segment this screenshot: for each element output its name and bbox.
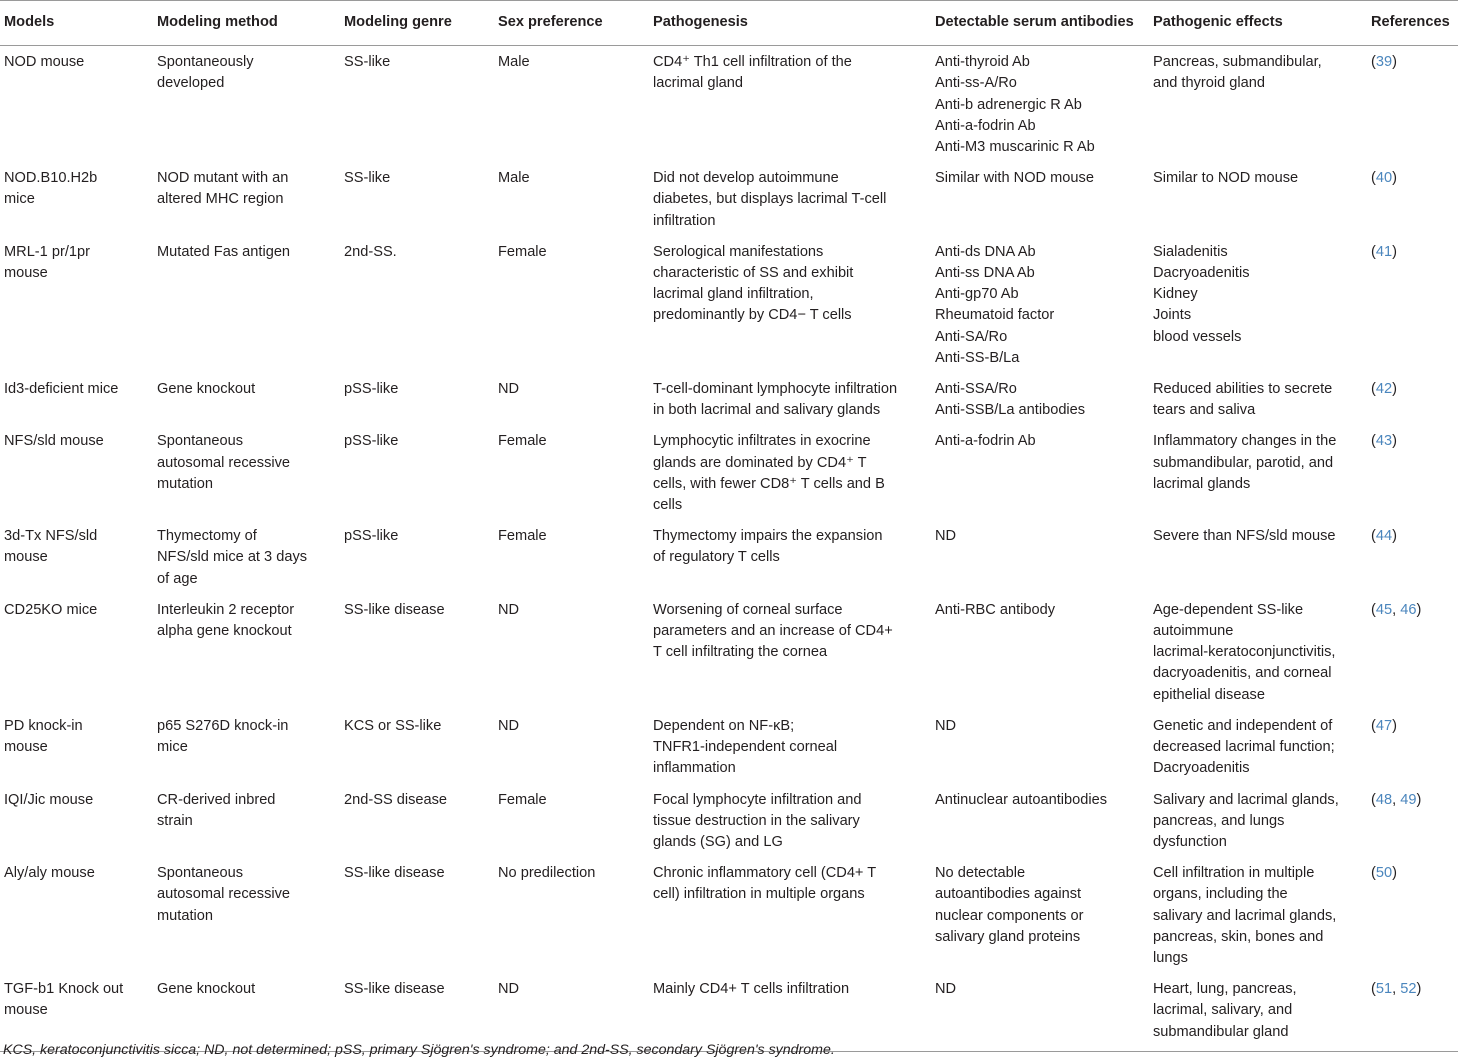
references-cell: (41) bbox=[1371, 243, 1397, 260]
cell-line: Similar to NOD mouse bbox=[1153, 170, 1299, 187]
model-cell bbox=[0, 46, 153, 163]
cell-line: lacrimal gland infiltration, bbox=[653, 286, 814, 303]
cell-line: NOD mouse bbox=[4, 54, 85, 71]
cell-line: Lymphocytic infiltrates in exocrine bbox=[653, 433, 871, 450]
cell-line: SS-like bbox=[344, 170, 391, 187]
cell-line: CR-derived inbred bbox=[157, 791, 276, 808]
modeling-genre-cell bbox=[340, 973, 494, 1051]
cell-line: glands are dominated by CD4⁺ T bbox=[653, 454, 867, 471]
modeling-genre-cell bbox=[340, 784, 494, 858]
modeling-genre-cell bbox=[340, 710, 494, 784]
cell-line: MRL-1 pr/1pr bbox=[4, 243, 90, 260]
cell-line: characteristic of SS and exhibit bbox=[653, 265, 854, 282]
cell-line: No detectable bbox=[935, 865, 1026, 882]
reference-link[interactable]: 41 bbox=[1375, 243, 1393, 260]
table-row bbox=[0, 373, 1458, 425]
cell-line: lacrimal glands bbox=[1153, 475, 1251, 492]
cell-line: mouse bbox=[4, 739, 48, 756]
cell-line: No predilection bbox=[498, 865, 596, 882]
column-header-pathogenic-effects: Pathogenic effects bbox=[1149, 1, 1367, 46]
table-row bbox=[0, 236, 1458, 373]
cell-line: Male bbox=[498, 170, 530, 187]
references-cell: (43) bbox=[1371, 433, 1397, 450]
reference-link[interactable]: 44 bbox=[1375, 528, 1393, 545]
modeling-method-cell bbox=[153, 520, 340, 594]
cell-line: decreased lacrimal function; bbox=[1153, 739, 1335, 756]
cell-line: mutation bbox=[157, 475, 213, 492]
model-cell bbox=[0, 594, 153, 710]
antibodies-cell bbox=[931, 973, 1149, 1051]
reference-link[interactable]: 48 bbox=[1375, 791, 1393, 808]
cell-line: Anti-ds DNA Ab bbox=[935, 243, 1036, 260]
cell-line: NFS/sld mouse bbox=[4, 433, 104, 450]
table-row bbox=[0, 784, 1458, 858]
cell-line: salivary and lacrimal glands, bbox=[1153, 907, 1337, 924]
cell-line: in both lacrimal and salivary glands bbox=[653, 402, 881, 419]
cell-line: ND bbox=[935, 717, 957, 734]
references-cell: (47) bbox=[1371, 717, 1397, 734]
cell-line: mutation bbox=[157, 907, 213, 924]
cell-line: TNFR1-independent corneal bbox=[653, 739, 838, 756]
cell-line: Gene knockout bbox=[157, 381, 256, 398]
antibodies-cell bbox=[931, 236, 1149, 373]
cell-line: IQI/Jic mouse bbox=[4, 791, 94, 808]
cell-line: cells bbox=[653, 497, 683, 514]
references-cell: (42) bbox=[1371, 381, 1397, 398]
modeling-method-cell bbox=[153, 784, 340, 858]
cell-line: Genetic and independent of bbox=[1153, 717, 1333, 734]
cell-line: Anti-a-fodrin Ab bbox=[935, 117, 1036, 134]
cell-line: strain bbox=[157, 812, 193, 829]
cell-line: Severe than NFS/sld mouse bbox=[1153, 528, 1336, 545]
column-header-pathogenesis: Pathogenesis bbox=[649, 1, 931, 46]
cell-line: NOD mutant with an bbox=[157, 170, 289, 187]
model-cell bbox=[0, 236, 153, 373]
cell-line: of age bbox=[157, 570, 198, 587]
cell-line: nuclear components or bbox=[935, 907, 1084, 924]
cell-line: Dependent on NF-κB; bbox=[653, 717, 795, 734]
cell-line: Salivary and lacrimal glands, bbox=[1153, 791, 1339, 808]
cell-line: T-cell-dominant lymphocyte infiltration bbox=[653, 381, 898, 398]
cell-line: altered MHC region bbox=[157, 191, 284, 208]
sex-preference-cell bbox=[494, 162, 649, 236]
pathogenesis-cell bbox=[649, 236, 931, 373]
pathogenic-effects-cell bbox=[1149, 594, 1367, 710]
reference-link[interactable]: 47 bbox=[1375, 717, 1393, 734]
modeling-genre-cell bbox=[340, 520, 494, 594]
sex-preference-cell bbox=[494, 46, 649, 163]
pathogenesis-cell bbox=[649, 784, 931, 858]
cell-line: Dacryoadenitis bbox=[1153, 760, 1250, 777]
cell-line: Kidney bbox=[1153, 286, 1198, 303]
cell-line: SS-like disease bbox=[344, 601, 445, 618]
cell-line: lacrimal gland bbox=[653, 75, 744, 92]
pathogenic-effects-cell bbox=[1149, 710, 1367, 784]
sex-preference-cell bbox=[494, 594, 649, 710]
pathogenic-effects-cell bbox=[1149, 520, 1367, 594]
reference-link[interactable]: 40 bbox=[1375, 170, 1393, 187]
references-cell: (50) bbox=[1371, 865, 1397, 882]
model-cell bbox=[0, 973, 153, 1051]
cell-line: lacrimal-keratoconjunctivitis, bbox=[1153, 644, 1336, 661]
cell-line: Anti-a-fodrin Ab bbox=[935, 433, 1036, 450]
sex-preference-cell bbox=[494, 520, 649, 594]
cell-line: NOD.B10.H2b bbox=[4, 170, 98, 187]
table-row bbox=[0, 425, 1458, 520]
cell-line: CD4⁺ Th1 cell infiltration of the bbox=[653, 54, 852, 71]
sex-preference-cell bbox=[494, 373, 649, 425]
table-row bbox=[0, 710, 1458, 784]
cell-line: Anti-gp70 Ab bbox=[935, 286, 1019, 303]
column-header-references: References bbox=[1367, 1, 1458, 46]
column-header-modeling-method: Modeling method bbox=[153, 1, 340, 46]
cell-line: SS-like disease bbox=[344, 981, 445, 998]
cell-line: Aly/aly mouse bbox=[4, 865, 95, 882]
modeling-genre-cell bbox=[340, 162, 494, 236]
cell-line: pancreas, and lungs bbox=[1153, 812, 1285, 829]
table-row bbox=[0, 520, 1458, 594]
cell-line: Age-dependent SS-like bbox=[1153, 601, 1304, 618]
cell-line: organs, including the bbox=[1153, 886, 1288, 903]
cell-line: lacrimal, salivary, and bbox=[1153, 1002, 1293, 1019]
column-header-models: Models bbox=[0, 1, 153, 46]
modeling-method-cell bbox=[153, 857, 340, 973]
modeling-method-cell bbox=[153, 425, 340, 520]
cell-line: TGF-b1 Knock out bbox=[4, 981, 124, 998]
cell-line: Gene knockout bbox=[157, 981, 256, 998]
cell-line: tears and saliva bbox=[1153, 402, 1256, 419]
cell-line: inflammation bbox=[653, 760, 736, 777]
cell-line: mice bbox=[157, 739, 188, 756]
model-cell bbox=[0, 857, 153, 973]
pathogenic-effects-cell bbox=[1149, 425, 1367, 520]
cell-line: dysfunction bbox=[1153, 833, 1227, 850]
pathogenic-effects-cell bbox=[1149, 236, 1367, 373]
cell-line: SS-like disease bbox=[344, 865, 445, 882]
reference-link[interactable]: 46 bbox=[1400, 601, 1417, 618]
cell-line: mouse bbox=[4, 1002, 48, 1019]
cell-line: NFS/sld mice at 3 days bbox=[157, 549, 308, 566]
cell-line: submandibular, parotid, and bbox=[1153, 454, 1334, 471]
cell-line: Pancreas, submandibular, bbox=[1153, 54, 1322, 71]
cell-line: mouse bbox=[4, 549, 48, 566]
sex-preference-cell bbox=[494, 973, 649, 1051]
cell-line: Focal lymphocyte infiltration and bbox=[653, 791, 862, 808]
references-cell: (48, 49) bbox=[1371, 791, 1422, 808]
modeling-method-cell bbox=[153, 594, 340, 710]
sex-preference-cell bbox=[494, 857, 649, 973]
pathogenic-effects-cell bbox=[1149, 162, 1367, 236]
cell-line: ND bbox=[935, 528, 957, 545]
antibodies-cell bbox=[931, 46, 1149, 163]
table-footnote: KCS, keratoconjunctivitis sicca; ND, not determined; pSS, primary Sjögren's syndrome; and 2nd-SS, secondary Sjögren's syndrome. bbox=[3, 1042, 835, 1058]
antibodies-cell bbox=[931, 373, 1149, 425]
cell-line: Anti-SSA/Ro bbox=[935, 381, 1017, 398]
cell-line: Spontaneous bbox=[157, 865, 244, 882]
cell-line: predominantly by CD4− T cells bbox=[653, 307, 852, 324]
modeling-method-cell bbox=[153, 373, 340, 425]
cell-line: cells, with fewer CD8⁺ T cells and B bbox=[653, 475, 885, 492]
cell-line: submandibular gland bbox=[1153, 1023, 1289, 1040]
references-cell: (39) bbox=[1371, 54, 1397, 71]
pathogenic-effects-cell bbox=[1149, 973, 1367, 1051]
pathogenesis-cell bbox=[649, 46, 931, 163]
cell-line: of regulatory T cells bbox=[653, 549, 780, 566]
cell-line: Serological manifestations bbox=[653, 243, 824, 260]
modeling-genre-cell bbox=[340, 236, 494, 373]
cell-line: pSS-like bbox=[344, 528, 399, 545]
cell-line: Similar with NOD mouse bbox=[935, 170, 1094, 187]
cell-line: 3d-Tx NFS/sld bbox=[4, 528, 98, 545]
model-cell bbox=[0, 373, 153, 425]
cell-line: dacryoadenitis, and corneal bbox=[1153, 665, 1332, 682]
antibodies-cell bbox=[931, 425, 1149, 520]
cell-line: pSS-like bbox=[344, 433, 399, 450]
cell-line: Anti-SS-B/La bbox=[935, 349, 1020, 366]
reference-link[interactable]: 39 bbox=[1375, 54, 1393, 71]
cell-line: CD25KO mice bbox=[4, 601, 98, 618]
modeling-method-cell bbox=[153, 162, 340, 236]
references-cell: (40) bbox=[1371, 170, 1397, 187]
cell-line: developed bbox=[157, 75, 225, 92]
cell-line: and thyroid gland bbox=[1153, 75, 1265, 92]
pathogenesis-cell bbox=[649, 425, 931, 520]
cell-line: Female bbox=[498, 243, 547, 260]
cell-line: parameters and an increase of CD4+ bbox=[653, 623, 893, 640]
reference-link[interactable]: 42 bbox=[1375, 381, 1393, 398]
table-row bbox=[0, 973, 1458, 1051]
cell-line: glands (SG) and LG bbox=[653, 833, 783, 850]
reference-link[interactable]: 45 bbox=[1375, 601, 1393, 618]
cell-line: PD knock-in bbox=[4, 717, 83, 734]
cell-line: pSS-like bbox=[344, 381, 399, 398]
cell-line: mouse bbox=[4, 265, 48, 282]
modeling-genre-cell bbox=[340, 425, 494, 520]
cell-line: Did not develop autoimmune bbox=[653, 170, 839, 187]
pathogenesis-cell bbox=[649, 594, 931, 710]
pathogenesis-cell bbox=[649, 520, 931, 594]
reference-link[interactable]: 51 bbox=[1375, 981, 1393, 998]
cell-line: Anti-SA/Ro bbox=[935, 328, 1008, 345]
antibodies-cell bbox=[931, 162, 1149, 236]
cell-line: ND bbox=[498, 601, 520, 618]
cell-line: Spontaneously bbox=[157, 54, 254, 71]
cell-line: salivary gland proteins bbox=[935, 928, 1081, 945]
cell-line: 2nd-SS disease bbox=[344, 791, 448, 808]
model-cell bbox=[0, 710, 153, 784]
antibodies-cell bbox=[931, 594, 1149, 710]
cell-line: ND bbox=[498, 717, 520, 734]
table-row bbox=[0, 857, 1458, 973]
cell-line: Thymectomy impairs the expansion bbox=[653, 528, 883, 545]
reference-link[interactable]: 50 bbox=[1375, 865, 1393, 882]
cell-line: Anti-b adrenergic R Ab bbox=[935, 96, 1082, 113]
references-cell: (51, 52) bbox=[1367, 973, 1458, 1051]
cell-line: ND bbox=[498, 381, 520, 398]
model-cell bbox=[0, 162, 153, 236]
sex-preference-cell bbox=[494, 236, 649, 373]
antibodies-cell bbox=[931, 520, 1149, 594]
cell-line: Spontaneous bbox=[157, 433, 244, 450]
cell-line: tissue destruction in the salivary bbox=[653, 812, 860, 829]
table-row bbox=[0, 162, 1458, 236]
model-cell bbox=[0, 520, 153, 594]
pathogenic-effects-cell bbox=[1149, 784, 1367, 858]
column-header-modeling-genre: Modeling genre bbox=[340, 1, 494, 46]
table-row bbox=[0, 594, 1458, 710]
cell-line: ND bbox=[498, 981, 520, 998]
reference-link[interactable]: 49 bbox=[1400, 791, 1417, 808]
pathogenesis-cell bbox=[649, 857, 931, 973]
cell-line: SS-like bbox=[344, 54, 391, 71]
cell-line: infiltration bbox=[653, 212, 716, 229]
header-row bbox=[0, 1, 1458, 46]
modeling-genre-cell bbox=[340, 46, 494, 163]
cell-line: Chronic inflammatory cell (CD4+ T bbox=[653, 865, 877, 882]
cell-line: KCS or SS-like bbox=[344, 717, 442, 734]
cell-line: Female bbox=[498, 791, 547, 808]
cell-line: mice bbox=[4, 191, 35, 208]
sex-preference-cell bbox=[494, 710, 649, 784]
cell-line: Joints bbox=[1153, 307, 1192, 324]
cell-line: Anti-SSB/La antibodies bbox=[935, 402, 1086, 419]
pathogenesis-cell bbox=[649, 373, 931, 425]
cell-line: alpha gene knockout bbox=[157, 623, 292, 640]
cell-line: Heart, lung, pancreas, bbox=[1153, 981, 1297, 998]
cell-line: epithelial disease bbox=[1153, 686, 1265, 703]
cell-line: blood vessels bbox=[1153, 328, 1242, 345]
pathogenesis-cell bbox=[649, 162, 931, 236]
cell-line: pancreas, skin, bones and bbox=[1153, 928, 1324, 945]
antibodies-cell bbox=[931, 784, 1149, 858]
pathogenic-effects-cell bbox=[1149, 373, 1367, 425]
cell-line: Interleukin 2 receptor bbox=[157, 601, 295, 618]
cell-line: Cell infiltration in multiple bbox=[1153, 865, 1315, 882]
cell-line: diabetes, but displays lacrimal T-cell bbox=[653, 191, 887, 208]
pathogenic-effects-cell bbox=[1149, 857, 1367, 973]
modeling-genre-cell bbox=[340, 594, 494, 710]
column-header-detectable-serum-antibodies: Detectable serum antibodies bbox=[931, 1, 1149, 46]
cell-line: Antinuclear autoantibodies bbox=[935, 791, 1108, 808]
cell-line: Mainly CD4+ T cells infiltration bbox=[653, 981, 850, 998]
modeling-genre-cell bbox=[340, 857, 494, 973]
model-cell bbox=[0, 784, 153, 858]
table-body bbox=[0, 46, 1458, 1052]
cell-line: Worsening of corneal surface bbox=[653, 601, 843, 618]
table-header bbox=[0, 1, 1458, 46]
cell-line: autosomal recessive bbox=[157, 454, 291, 471]
pathogenesis-cell bbox=[649, 973, 931, 1051]
model-cell bbox=[0, 425, 153, 520]
modeling-method-cell bbox=[153, 236, 340, 373]
cell-line: ND bbox=[935, 981, 957, 998]
sex-preference-cell bbox=[494, 784, 649, 858]
column-header-sex-preference: Sex preference bbox=[494, 1, 649, 46]
cell-line: Male bbox=[498, 54, 530, 71]
references-cell: (45, 46) bbox=[1371, 601, 1422, 618]
cell-line: Female bbox=[498, 433, 547, 450]
cell-line: p65 S276D knock-in bbox=[157, 717, 289, 734]
modeling-genre-cell bbox=[340, 373, 494, 425]
cell-line: Anti-RBC antibody bbox=[935, 601, 1056, 618]
cell-line: Id3-deficient mice bbox=[4, 381, 119, 398]
pathogenesis-cell bbox=[649, 710, 931, 784]
cell-line: T cell infiltrating the cornea bbox=[653, 644, 828, 661]
cell-line: Anti-M3 muscarinic R Ab bbox=[935, 139, 1095, 156]
cell-line: Anti-ss DNA Ab bbox=[935, 265, 1035, 282]
reference-link[interactable]: 52 bbox=[1400, 981, 1417, 998]
cell-line: autoantibodies against bbox=[935, 886, 1082, 903]
antibodies-cell bbox=[931, 857, 1149, 973]
cell-line: Mutated Fas antigen bbox=[157, 243, 291, 260]
cell-line: cell) infiltration in multiple organs bbox=[653, 886, 865, 903]
pathogenic-effects-cell bbox=[1149, 46, 1367, 163]
table-row bbox=[0, 46, 1458, 163]
cell-line: Thymectomy of bbox=[157, 528, 257, 545]
sex-preference-cell bbox=[494, 425, 649, 520]
cell-line: Sialadenitis bbox=[1153, 243, 1228, 260]
cell-line: Rheumatoid factor bbox=[935, 307, 1055, 324]
cell-line: lungs bbox=[1153, 949, 1188, 966]
cell-line: Anti-ss-A/Ro bbox=[935, 75, 1017, 92]
modeling-method-cell bbox=[153, 46, 340, 163]
cell-line: Female bbox=[498, 528, 547, 545]
cell-line: Anti-thyroid Ab bbox=[935, 54, 1030, 71]
reference-link[interactable]: 43 bbox=[1375, 433, 1393, 450]
cell-line: Inflammatory changes in the bbox=[1153, 433, 1337, 450]
cell-line: 2nd-SS. bbox=[344, 243, 397, 260]
modeling-method-cell bbox=[153, 710, 340, 784]
modeling-method-cell bbox=[153, 973, 340, 1051]
cell-line: Dacryoadenitis bbox=[1153, 265, 1250, 282]
antibodies-cell bbox=[931, 710, 1149, 784]
cell-line: autosomal recessive bbox=[157, 886, 291, 903]
cell-line: autoimmune bbox=[1153, 623, 1234, 640]
references-cell: (44) bbox=[1371, 528, 1397, 545]
cell-line: Reduced abilities to secrete bbox=[1153, 381, 1333, 398]
